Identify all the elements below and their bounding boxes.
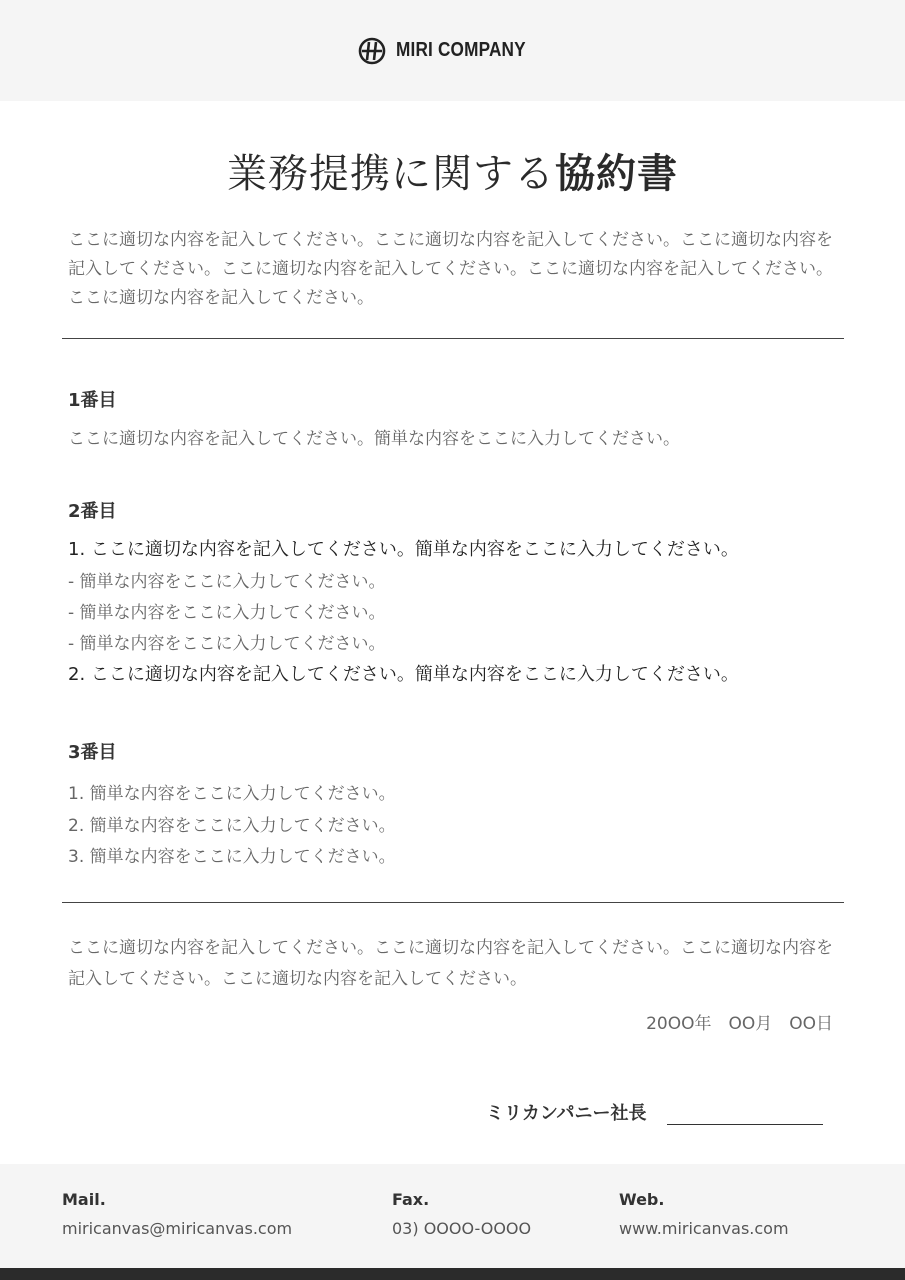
- section-3-line-2: 2. 簡単な内容をここに入力してください。: [68, 816, 396, 836]
- intro-paragraph: ここに適切な内容を記入してください。ここに適切な内容を記入してください。ここに適切な内容を記入してください。ここに適切な内容を記入してください。ここに適切な内容を記入してください。ここに適切な内容を記入してください。: [68, 230, 833, 308]
- section-1-line: ここに適切な内容を記入してください。簡単な内容をここに入力してください。: [68, 429, 680, 449]
- section-2-line-1: 1. ここに適切な内容を記入してください。簡単な内容をここに入力してください。: [68, 539, 739, 560]
- section-3-title: 3番目: [68, 742, 117, 763]
- section-1-title: 1番目: [68, 390, 117, 411]
- divider-top: [62, 338, 844, 339]
- section-3-line-3: 3. 簡単な内容をここに入力してください。: [68, 847, 396, 867]
- section-2-line-2: - 簡単な内容をここに入力してください。: [68, 572, 386, 592]
- header: [0, 0, 905, 101]
- bottom-bar: [0, 1268, 905, 1280]
- hashtag-circle-icon: [358, 37, 386, 65]
- mail-value[interactable]: miricanvas@miricanvas.com: [62, 1219, 293, 1238]
- divider-bottom: [62, 902, 844, 903]
- closing-paragraph: ここに適切な内容を記入してください。ここに適切な内容を記入してください。ここに適切な内容を記入してください。ここに適切な内容を記入してください。: [68, 938, 833, 989]
- section-3-line-1: 1. 簡単な内容をここに入力してください。: [68, 784, 396, 804]
- document-date: 20OO年 OO月 OO日: [646, 1014, 833, 1034]
- signature-line[interactable]: [667, 1124, 823, 1125]
- signature-label: ミリカンパニー社長: [486, 1103, 647, 1124]
- mail-label: Mail.: [62, 1190, 106, 1209]
- fax-value: 03) OOOO-OOOO: [392, 1219, 532, 1238]
- fax-label: Fax.: [392, 1190, 430, 1209]
- web-value[interactable]: www.miricanvas.com: [619, 1219, 789, 1238]
- section-2-line-3: - 簡単な内容をここに入力してください。: [68, 603, 386, 623]
- footer-web: [619, 1190, 789, 1238]
- title-regular: 業務提携に関する: [227, 151, 555, 197]
- document-title: [0, 142, 905, 199]
- footer: [0, 1164, 905, 1268]
- footer-mail: [62, 1190, 292, 1238]
- brand: [358, 37, 547, 65]
- section-2-line-4: - 簡単な内容をここに入力してください。: [68, 634, 386, 654]
- web-label: Web.: [619, 1190, 665, 1209]
- section-2-line-5: 2. ここに適切な内容を記入してください。簡単な内容をここに入力してください。: [68, 664, 739, 685]
- section-2-title: 2番目: [68, 501, 117, 522]
- footer-fax: [392, 1190, 531, 1238]
- brand-name: MIRI COMPANY: [396, 39, 526, 61]
- signature-block: [486, 1099, 823, 1125]
- title-bold: 協約書: [555, 151, 678, 197]
